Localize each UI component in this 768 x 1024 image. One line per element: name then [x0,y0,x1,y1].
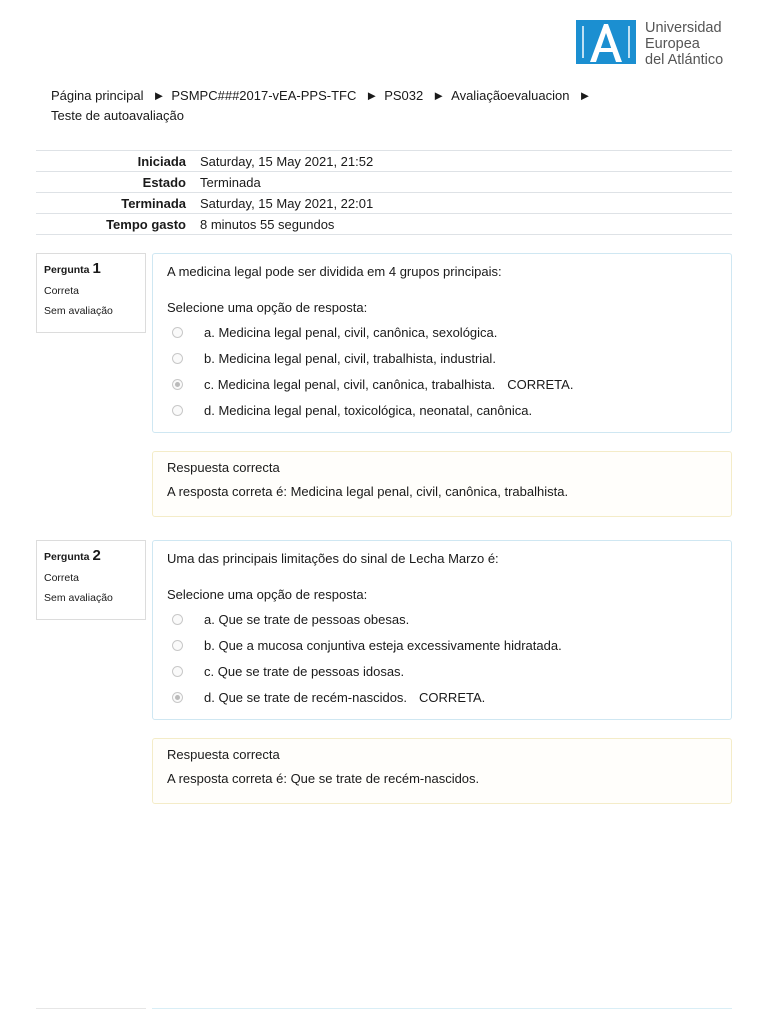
question-text: Uma das principais limitações do sinal de Lecha Marzo é: [167,551,499,566]
question-grade: Sem avaliação [44,592,113,604]
breadcrumb-link-home[interactable]: Página principal [51,88,144,103]
question-status: Correta [44,285,80,297]
summary-label: Estado [36,172,200,193]
breadcrumb-link-section[interactable]: PS032 [384,88,424,103]
breadcrumb-separator-icon: ► [432,88,446,103]
summary-label: Iniciada [36,151,200,172]
radio-button[interactable] [172,405,183,416]
radio-button[interactable] [172,327,183,338]
breadcrumb-separator-icon: ► [152,88,166,103]
summary-value: 8 minutos 55 segundos [200,214,732,235]
answer-option-c[interactable] [167,371,717,397]
answer-option-d[interactable] [167,397,717,423]
answer-option-label: d. Medicina legal penal, toxicológica, neonatal, canônica. [204,402,533,418]
feedback-text: A resposta correta é: Que se trate de recém-nascidos. [167,771,480,786]
answer-option-label: b. Que a mucosa conjuntiva esteja excessivamente hidratada. [204,637,562,653]
question-number [44,260,145,277]
university-logo-icon [576,20,636,64]
university-name-line: del Atlántico [645,52,724,68]
breadcrumb [51,86,651,126]
summary-value: Saturday, 15 May 2021, 21:52 [200,151,732,172]
summary-row-started [36,151,732,172]
next-question-info-edge [36,1008,146,1009]
university-name-line: Universidad [645,20,722,36]
question-number-value: 2 [92,547,101,564]
question-info-2 [36,540,146,620]
university-name-line: Europea [645,36,700,52]
breadcrumb-link-evaluation[interactable]: Avaliaçãoevaluacion [451,88,570,103]
breadcrumb-separator-icon: ► [365,88,379,103]
university-name [645,20,723,68]
summary-label: Tempo gasto [36,214,200,235]
breadcrumb-current-page[interactable]: Teste de autoavaliação [51,108,184,123]
feedback-title: Respuesta correcta [167,460,280,475]
summary-row-state [36,172,732,193]
feedback-box-1 [152,451,732,517]
question-text: A medicina legal pode ser dividida em 4 grupos principais: [167,264,502,279]
question-number [44,547,145,564]
answer-option-label: a. Medicina legal penal, civil, canônica, sexológica. [204,324,498,340]
feedback-title: Respuesta correcta [167,747,280,762]
answer-option-a[interactable] [167,606,717,632]
radio-button[interactable] [172,640,183,651]
university-logo [576,20,723,68]
correct-tag: CORRETA. [419,689,486,705]
answer-option-label: c. Medicina legal penal, civil, canônica, trabalhista. [204,376,496,392]
question-content-2 [152,540,732,720]
attempt-summary-table [36,150,732,235]
radio-button[interactable] [172,614,183,625]
breadcrumb-separator-icon: ► [578,88,592,103]
answer-option-label: b. Medicina legal penal, civil, trabalhista, industrial. [204,350,496,366]
question-label: Pergunta [44,551,90,563]
radio-button[interactable] [172,666,183,677]
question-number-value: 1 [92,260,101,277]
radio-button-selected[interactable] [172,379,183,390]
next-question-content-edge [152,1008,732,1009]
answer-option-label: d. Que se trate de recém-nascidos. [204,689,408,705]
answer-option-d[interactable] [167,684,717,710]
summary-value: Saturday, 15 May 2021, 22:01 [200,193,732,214]
answer-option-label: a. Que se trate de pessoas obesas. [204,611,410,627]
radio-button-selected[interactable] [172,692,183,703]
answer-prompt: Selecione uma opção de resposta: [167,300,368,315]
summary-row-finished [36,193,732,214]
answer-prompt: Selecione uma opção de resposta: [167,587,368,602]
answer-option-b[interactable] [167,345,717,371]
summary-row-time-taken [36,214,732,235]
answer-option-label: c. Que se trate de pessoas idosas. [204,663,405,679]
question-grade: Sem avaliação [44,305,113,317]
question-info-1 [36,253,146,333]
summary-label: Terminada [36,193,200,214]
answer-option-b[interactable] [167,632,717,658]
answer-option-c[interactable] [167,658,717,684]
radio-button[interactable] [172,353,183,364]
feedback-box-2 [152,738,732,804]
breadcrumb-link-course[interactable]: PSMPC###2017-vEA-PPS-TFC [171,88,357,103]
question-content-1 [152,253,732,433]
feedback-text: A resposta correta é: Medicina legal penal, civil, canônica, trabalhista. [167,484,569,499]
correct-tag: CORRETA. [507,376,574,392]
summary-value: Terminada [200,172,732,193]
question-label: Pergunta [44,264,90,276]
answer-option-a[interactable] [167,319,717,345]
question-status: Correta [44,572,80,584]
